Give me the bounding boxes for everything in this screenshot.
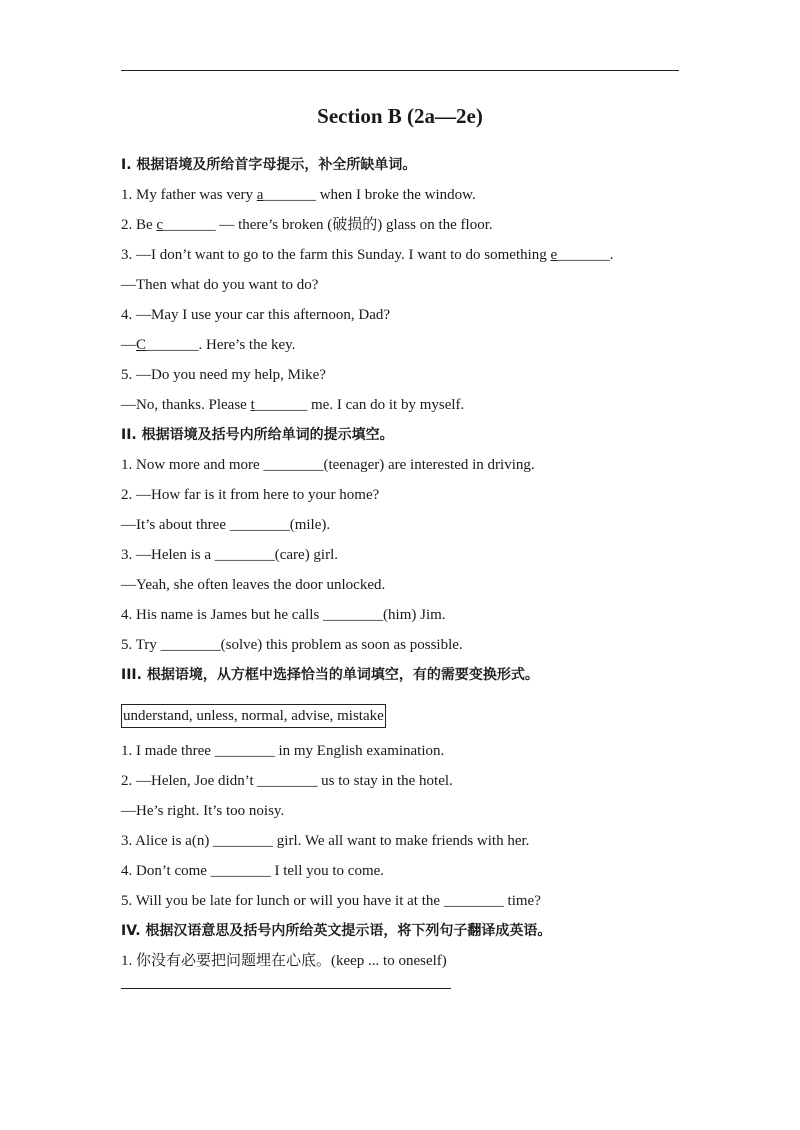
- part1-question-4: 4. —May I use your car this afternoon, Dad?: [121, 307, 391, 323]
- part2-heading: II. 根据语境及括号内所给单词的提示填空。: [121, 427, 394, 443]
- hint-letter: C: [136, 337, 147, 353]
- hint-letter: t: [250, 397, 255, 413]
- word-box-row: [121, 690, 681, 736]
- hint-letter: a: [256, 187, 264, 203]
- top-rule: [121, 70, 679, 71]
- part1-question-2: 2. Be c_______ — there’s broken (破损的) glass on the floor.: [121, 217, 493, 233]
- part3-line: 4. Don’t come ________ I tell you to come.: [121, 863, 385, 879]
- part3-heading: III. 根据语境，从方框中选择恰当的单词填空，有的需要变换形式。: [121, 667, 539, 683]
- part1-question-4-reply: —C_______. Here’s the key.: [121, 337, 296, 353]
- part1-question-3-reply: —Then what do you want to do?: [121, 277, 319, 293]
- part2-line: 4. His name is James but he calls ________(him) Jim.: [121, 607, 446, 623]
- page-title: Section B (2a—2e): [317, 104, 483, 128]
- word-box: understand, unless, normal, advise, mistake: [121, 704, 386, 728]
- worksheet-body: [121, 150, 681, 989]
- part2-line: —It’s about three ________(mile).: [121, 517, 331, 533]
- part3-line: —He’s right. It’s too noisy.: [121, 803, 285, 819]
- part4-heading: IV. 根据汉语意思及括号内所给英文提示语，将下列句子翻译成英语。: [121, 923, 552, 939]
- hint-letter: c: [156, 217, 164, 233]
- part1-question-1: 1. My father was very a_______ when I broke the window.: [121, 187, 476, 203]
- answer-line[interactable]: [121, 988, 451, 989]
- hint-letter: e: [550, 247, 558, 263]
- part1-question-5: 5. —Do you need my help, Mike?: [121, 367, 326, 383]
- part2-line: 5. Try ________(solve) this problem as soon as possible.: [121, 637, 463, 653]
- part3-line: 1. I made three ________ in my English examination.: [121, 743, 445, 759]
- part3-line: 5. Will you be late for lunch or will you have it at the ________ time?: [121, 893, 541, 909]
- part1-heading: I. 根据语境及所给首字母提示，补全所缺单词。: [121, 157, 417, 173]
- part2-line: 1. Now more and more ________(teenager) are interested in driving.: [121, 457, 535, 473]
- part4-question-1: 1. 你没有必要把问题埋在心底。(keep ... to oneself): [121, 953, 447, 969]
- part2-line: —Yeah, she often leaves the door unlocked.: [121, 577, 386, 593]
- part3-line: 3. Alice is a(n) ________ girl. We all want to make friends with her.: [121, 833, 530, 849]
- part3-line: 2. —Helen, Joe didn’t ________ us to stay in the hotel.: [121, 773, 453, 789]
- part1-question-5-reply: —No, thanks. Please t_______ me. I can do it by myself.: [121, 397, 465, 413]
- part2-line: 3. —Helen is a ________(care) girl.: [121, 547, 339, 563]
- part2-line: 2. —How far is it from here to your home?: [121, 487, 380, 503]
- part1-question-3: 3. —I don’t want to go to the farm this Sunday. I want to do something e_______.: [121, 247, 614, 263]
